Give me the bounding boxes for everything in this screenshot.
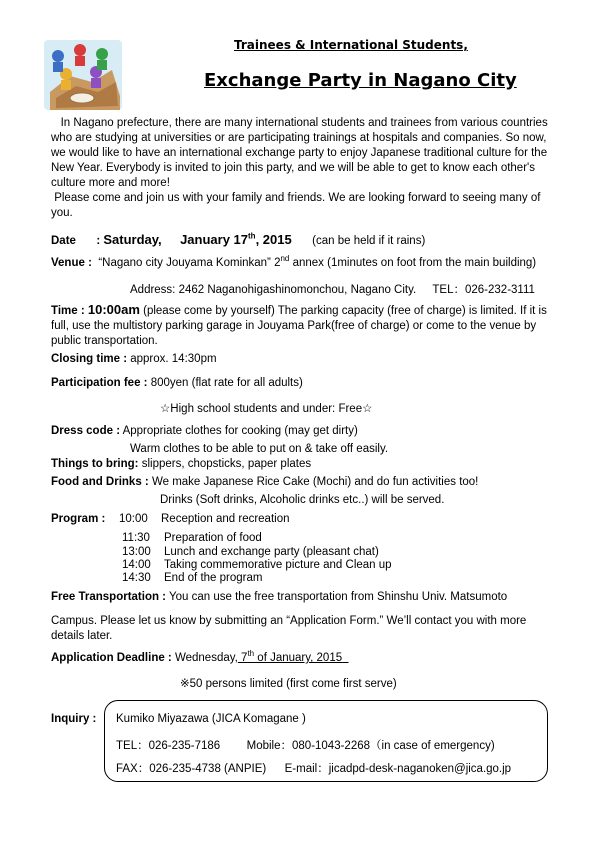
dress-label: Dress code : — [51, 425, 121, 437]
transport-value: You can use the free transportation from Shinshu Univ. Matsumoto — [169, 591, 508, 603]
program-item — [122, 532, 262, 544]
program-item — [122, 559, 392, 571]
date-month-day: January 17th, 2015 — [180, 231, 292, 247]
program-time: 14:30 — [122, 572, 151, 584]
date-label: Date — [51, 235, 76, 247]
program-desc: Preparation of food — [164, 532, 262, 544]
closing-label: Closing time : — [51, 353, 128, 365]
time-text: (please come by yourself) The parking capacity (free of charge) is limited. If it is full, use the multistory parking garage in Jouyama Park(free of charge) or come to the venue by public transportation. — [51, 305, 547, 347]
program-time: 10:00 — [119, 513, 148, 525]
deadline-date: 7th of January, 2015 — [237, 649, 343, 664]
closing-value: approx. 14:30pm — [130, 353, 217, 365]
program-time: 13:00 — [122, 546, 151, 558]
transport-details: Campus. Please let us know by submitting an “Application Form.” We’ll contact you with more details later. — [51, 615, 527, 642]
bring-value: slippers, chopsticks, paper plates — [141, 458, 312, 470]
date-note: (can be held if it rains) — [312, 235, 426, 247]
time-value: 10:00am — [87, 302, 140, 317]
deadline-limit: ※50 persons limited (first come first serve) — [180, 678, 397, 690]
inquiry-name: Kumiko Miyazawa (JICA Komagane ) — [116, 713, 306, 725]
inquiry-fax-row — [116, 760, 511, 776]
bring-row — [51, 458, 311, 470]
dress-note: Warm clothes to be able to put on & take off easily. — [130, 443, 389, 455]
inquiry-email[interactable]: E-mail：jicadpd-desk-naganoken@jica.go.jp — [284, 763, 512, 775]
inquiry-mobile: Mobile：080-1043-2268（in case of emergency) — [246, 740, 495, 752]
program-desc: End of the program — [164, 572, 263, 584]
program-item — [122, 572, 262, 584]
fee-label: Participation fee : — [51, 377, 148, 389]
deadline-row — [51, 649, 349, 664]
inquiry-tel: TEL：026-235-7186 — [116, 740, 221, 752]
intro-text — [51, 116, 561, 221]
venue-address-row — [130, 281, 535, 297]
dress-value: Appropriate clothes for cooking (may get dirty) — [122, 425, 358, 437]
program-item — [122, 546, 379, 558]
program-item — [119, 513, 290, 525]
date-separator: : — [96, 235, 101, 247]
transport-row — [51, 591, 507, 603]
inquiry-tel-row — [116, 737, 495, 753]
closing-row — [51, 353, 217, 365]
fee-row — [51, 377, 303, 389]
venue-tel: TEL：026-232-3111 — [432, 284, 535, 296]
dress-row — [51, 425, 358, 437]
fee-note: ☆High school students and under: Free☆ — [160, 403, 373, 415]
program-desc: Reception and recreation — [161, 513, 290, 525]
venue-row — [51, 254, 537, 269]
food-value: We make Japanese Rice Cake (Mochi) and do fun activities too! — [151, 476, 479, 488]
date-row — [51, 232, 425, 247]
food-note: Drinks (Soft drinks, Alcoholic drinks etc..) will be served. — [160, 494, 445, 506]
program-label: Program : — [51, 513, 106, 525]
transport-label: Free Transportation : — [51, 591, 167, 603]
date-day: Saturday, — [103, 232, 162, 247]
event-subtitle: Trainees & International Students, — [234, 38, 468, 52]
bring-label: Things to bring: — [51, 458, 139, 470]
program-time: 14:00 — [122, 559, 151, 571]
deadline-weekday: Wednesday, — [174, 652, 238, 664]
program-desc: Lunch and exchange party (pleasant chat) — [164, 546, 379, 558]
venue-label: Venue : — [51, 257, 92, 269]
fee-value: 800yen (flat rate for all adults) — [150, 377, 303, 389]
intro-paragraph-2: Please come and join us with your family and friends. We are looking forward to seeing many of you. — [51, 192, 541, 219]
inquiry-fax: FAX：026-235-4738 (ANPIE) — [116, 763, 267, 775]
deadline-label: Application Deadline : — [51, 652, 172, 664]
program-time: 11:30 — [122, 532, 150, 544]
event-title: Exchange Party in Nagano City — [204, 70, 517, 91]
children-illustration — [40, 36, 126, 116]
intro-paragraph-1: In Nagano prefecture, there are many international students and trainees from various countries who are studying at universities or are participating trainings at hospitals and companies. So now, we would like to have an international exchange party to enjoy Japanese traditional culture for the New Year. Everybody is invited to join this party, and we will be able to get to know each other's culture more and more! — [51, 117, 548, 189]
food-row — [51, 476, 478, 488]
inquiry-label: Inquiry : — [51, 713, 97, 725]
venue-address: Address: 2462 Naganohigashinomonchou, Nagano City. — [130, 284, 417, 296]
time-block — [51, 302, 561, 349]
time-label: Time : — [51, 305, 85, 317]
food-label: Food and Drinks : — [51, 476, 149, 488]
venue-name: “Nagano city Jouyama Kominkan” 2nd annex (1minutes on foot from the main building) — [98, 254, 537, 269]
program-desc: Taking commemorative picture and Clean up — [164, 559, 392, 571]
